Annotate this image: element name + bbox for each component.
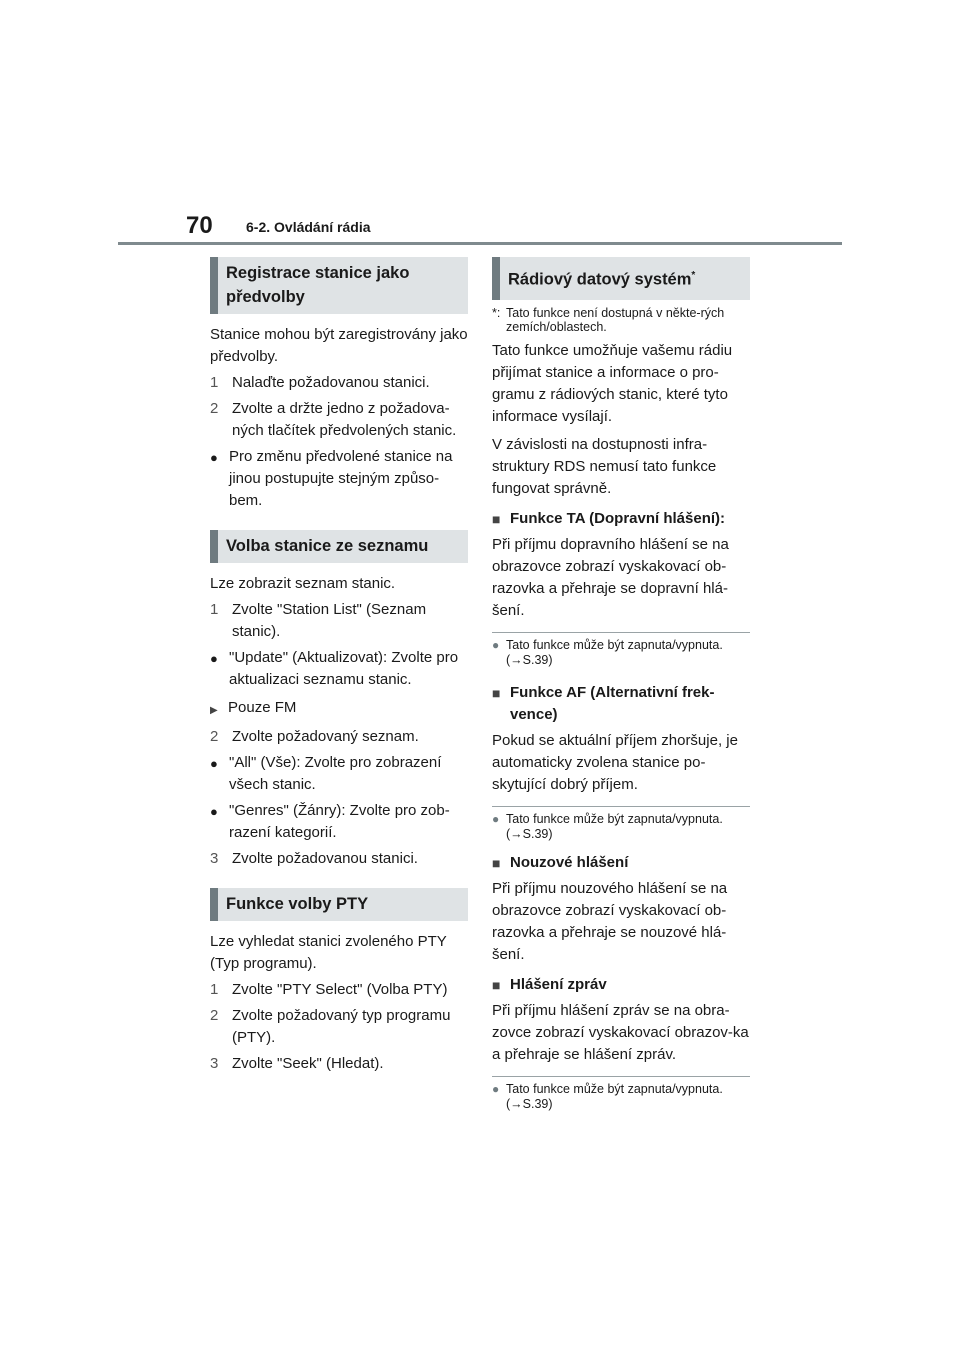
step-text: Zvolte "Seek" (Hledat). <box>232 1055 384 1072</box>
step-text: Zvolte "Station List" (Seznam stanic). <box>232 601 427 640</box>
presets-bullet <box>210 446 468 512</box>
step-number: 3 <box>210 850 219 867</box>
af-heading-text: Funkce AF (Alternativní frek-vence) <box>510 683 715 723</box>
section-heading-pty: Funkce volby PTY <box>210 888 468 921</box>
section-heading-presets: Registrace stanice jako předvolby <box>210 257 468 314</box>
fm-only-text: Pouze FM <box>228 699 297 716</box>
note-text: Tato funkce může být zapnuta/vypnuta. (→S.39) <box>506 637 723 667</box>
square-bullet-icon: ■ <box>492 976 501 993</box>
step-text: Zvolte a držte jedno z požadova-ných tlačítek předvolených stanic. <box>232 400 457 439</box>
pty-step-3 <box>210 1053 468 1075</box>
ta-note <box>492 638 750 668</box>
square-bullet-icon: ■ <box>492 684 501 701</box>
step-number: 3 <box>210 1055 219 1072</box>
bullet-text: "Update" (Aktualizovat): Zvolte pro aktualizaci seznamu stanic. <box>229 649 459 688</box>
ta-heading-text: Funkce TA (Dopravní hlášení): <box>510 509 726 527</box>
step-text: Nalaďte požadovanou stanici. <box>232 374 430 391</box>
section-heading-station-list: Volba stanice ze seznamu <box>210 530 468 563</box>
bullet-dot-icon: ● <box>210 804 218 819</box>
rds-paragraph-1: Tato funkce umožňuje vašemu rádiu přijímat stanice a informace o pro-gramu z rádiových stanic, které tyto informace vysílají. <box>492 341 733 425</box>
bullet-dot-icon: ● <box>210 450 218 465</box>
af-text: Pokud se aktuální příjem zhoršuje, je automaticky zvolena stanice po-skytující dobrý příjem. <box>492 731 738 793</box>
pty-step-2 <box>210 1005 468 1049</box>
step-number: 1 <box>210 374 219 391</box>
note-divider <box>492 1076 750 1077</box>
news-note <box>492 1082 750 1112</box>
footnote-mark: *: <box>492 305 501 320</box>
emergency-heading <box>492 852 750 874</box>
note-divider <box>492 806 750 807</box>
ta-heading <box>492 508 750 530</box>
note-divider <box>492 632 750 633</box>
left-column <box>210 257 468 1075</box>
emergency-heading-text: Nouzové hlášení <box>510 853 629 871</box>
note-text: Tato funkce může být zapnuta/vypnuta. (→S.39) <box>506 1081 723 1111</box>
square-bullet-icon: ■ <box>492 854 501 871</box>
pty-step-1 <box>210 979 468 1001</box>
ta-text: Při příjmu dopravního hlášení se na obrazovce zobrazí vyskakovací ob-razovka a přehraje se dopravní hlá-šení. <box>492 535 729 619</box>
step-number: 2 <box>210 400 219 417</box>
rds-footnote <box>492 306 750 334</box>
emergency-text: Při příjmu nouzového hlášení se na obrazovce zobrazí vyskakovací ob-razovka a přehraje se nouzové hlá-šení. <box>492 879 728 963</box>
step-number: 2 <box>210 728 219 745</box>
presets-step-1 <box>210 372 468 394</box>
step-text: Zvolte "PTY Select" (Volba PTY) <box>232 981 448 998</box>
news-text: Při příjmu hlášení zpráv se na obra-zovce zobrazí vyskakovací obrazov-ka a přehraje se hlášení zpráv. <box>492 1001 749 1063</box>
section-heading-rds <box>492 257 750 300</box>
rds-title: Rádiový datový systém <box>508 270 692 289</box>
rds-paragraph-2: V závislosti na dostupnosti infra-struktury RDS nemusí tato funkce fungovat správně. <box>492 435 717 497</box>
footnote-text: Tato funkce není dostupná v někte-rých zemích/oblastech. <box>506 305 725 334</box>
station-list-step-1 <box>210 599 468 643</box>
bullet-text: "All" (Vše): Zvolte pro zobrazení všech stanic. <box>229 754 442 793</box>
step-text: Zvolte požadovaný typ programu (PTY). <box>232 1007 451 1046</box>
af-heading <box>492 682 750 726</box>
bullet-text: "Genres" (Žánry): Zvolte pro zob-razení kategorií. <box>229 802 450 841</box>
triangle-right-icon: ▶ <box>210 705 218 716</box>
bullet-dot-icon: ● <box>210 756 218 771</box>
step-number: 1 <box>210 981 219 998</box>
genres-bullet <box>210 800 468 844</box>
step-number: 1 <box>210 601 219 618</box>
step-text: Zvolte požadovaný seznam. <box>232 728 419 745</box>
presets-intro: Stanice mohou být zaregistrovány jako předvolby. <box>210 326 468 365</box>
af-note <box>492 812 750 842</box>
bullet-dot-icon: ● <box>210 651 218 666</box>
all-bullet <box>210 752 468 796</box>
station-list-intro: Lze zobrazit seznam stanic. <box>210 575 396 592</box>
square-bullet-icon: ■ <box>492 510 501 527</box>
step-number: 2 <box>210 1007 219 1024</box>
page-number: 70 <box>186 212 213 239</box>
news-heading-text: Hlášení zpráv <box>510 975 607 993</box>
update-bullet <box>210 647 468 691</box>
bullet-text: Pro změnu předvolené stanice na jinou postupujte stejným způso-bem. <box>229 448 453 509</box>
station-list-step-3 <box>210 848 468 870</box>
note-text: Tato funkce může být zapnuta/vypnuta. (→S.39) <box>506 811 723 841</box>
pty-intro: Lze vyhledat stanici zvoleného PTY (Typ programu). <box>210 933 447 972</box>
news-heading <box>492 974 750 996</box>
step-text: Zvolte požadovanou stanici. <box>232 850 418 867</box>
section-reference: 6-2. Ovládání rádia <box>246 219 371 235</box>
note-dot-icon: ● <box>492 811 500 826</box>
presets-step-2 <box>210 398 468 442</box>
station-list-step-2 <box>210 726 468 748</box>
note-dot-icon: ● <box>492 637 500 652</box>
rds-title-asterisk: * <box>691 270 696 281</box>
right-column <box>492 257 750 1112</box>
fm-only-note <box>210 697 468 722</box>
header-divider <box>118 242 842 245</box>
note-dot-icon: ● <box>492 1081 500 1096</box>
